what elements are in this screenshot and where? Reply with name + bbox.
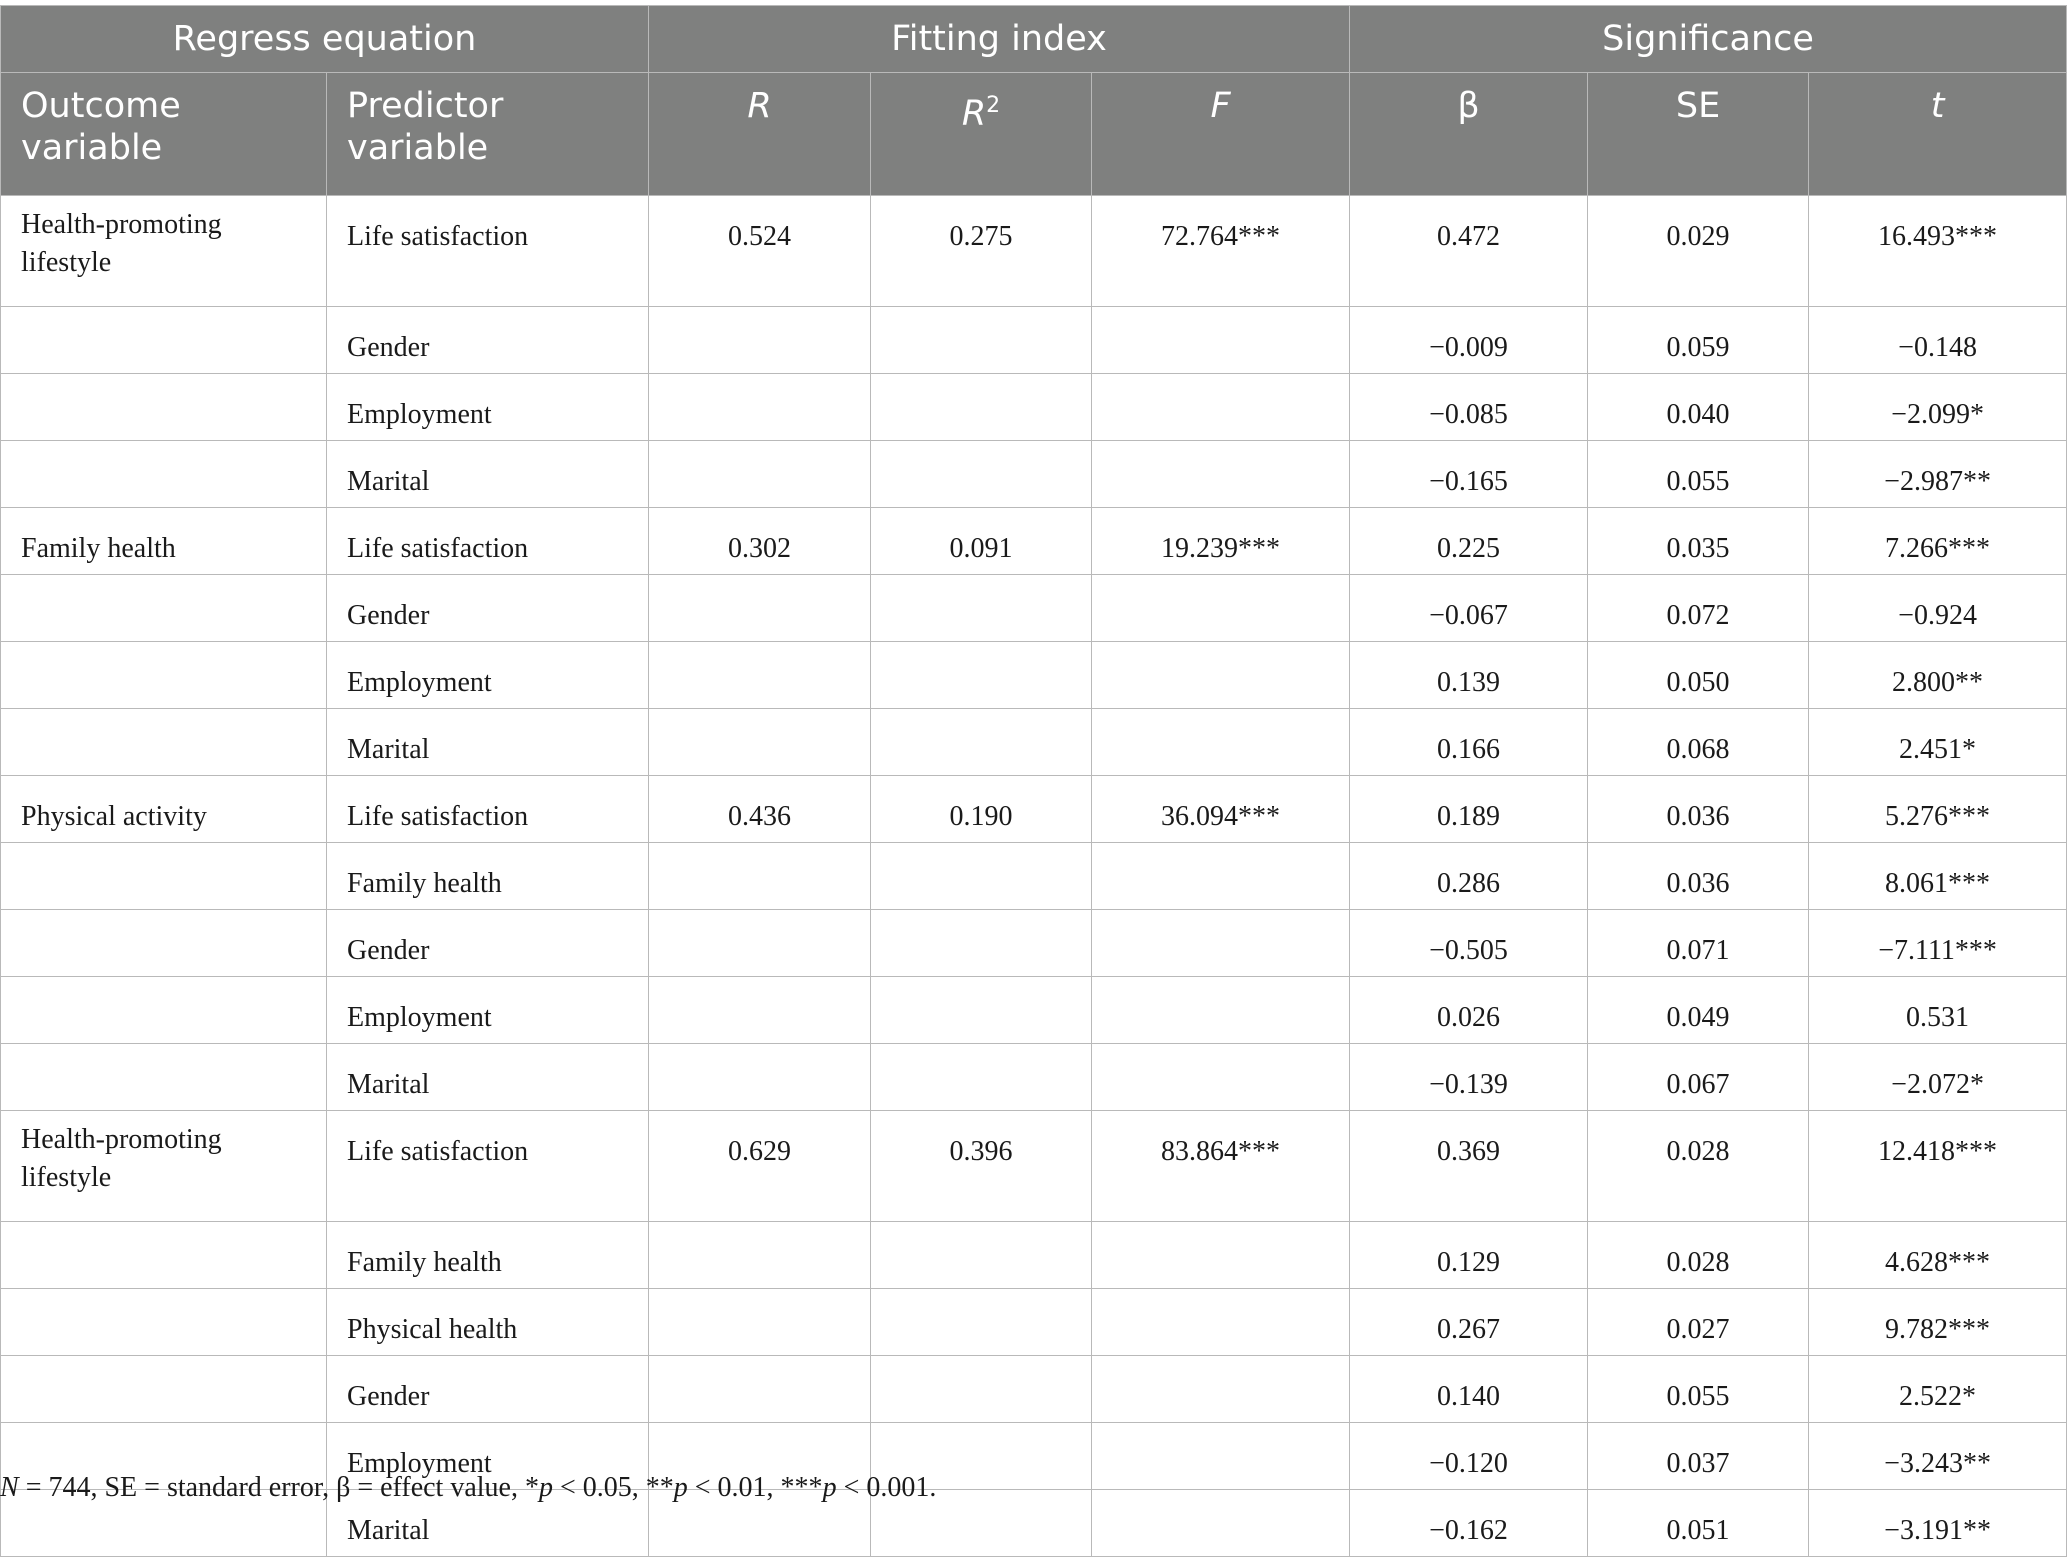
table-footnote [0, 1472, 936, 1504]
cell-se: 0.037 [1588, 1423, 1809, 1490]
cell-f [1092, 642, 1350, 709]
cell-se: 0.059 [1588, 307, 1809, 374]
table-row [1, 843, 2067, 910]
cell-outcome [1, 843, 327, 910]
cell-r2 [871, 374, 1092, 441]
footnote-n-text: = 744, SE = standard error, β = effect value, * [18, 1472, 539, 1503]
cell-beta: −0.085 [1350, 374, 1588, 441]
cell-outcome: Physical activity [1, 776, 327, 843]
cell-beta: 0.026 [1350, 977, 1588, 1044]
cell-r2 [871, 642, 1092, 709]
cell-r2 [871, 977, 1092, 1044]
cell-beta: 0.472 [1350, 196, 1588, 307]
cell-se: 0.068 [1588, 709, 1809, 776]
cell-beta: 0.369 [1350, 1111, 1588, 1222]
group-header-regress-equation: Regress equation [1, 6, 649, 73]
cell-se: 0.050 [1588, 642, 1809, 709]
cell-r [649, 910, 871, 977]
cell-t: 12.418*** [1809, 1111, 2067, 1222]
cell-predictor: Marital [327, 1044, 649, 1111]
cell-beta: −0.505 [1350, 910, 1588, 977]
cell-r2: 0.275 [871, 196, 1092, 307]
cell-f [1092, 910, 1350, 977]
cell-t: −7.111*** [1809, 910, 2067, 977]
cell-r: 0.629 [649, 1111, 871, 1222]
header-column-row [1, 73, 2067, 196]
cell-beta: 0.225 [1350, 508, 1588, 575]
cell-se: 0.055 [1588, 1356, 1809, 1423]
cell-t: 0.531 [1809, 977, 2067, 1044]
cell-t: 2.522* [1809, 1356, 2067, 1423]
cell-outcome [1, 575, 327, 642]
cell-t: 5.276*** [1809, 776, 2067, 843]
cell-r [649, 1044, 871, 1111]
cell-r: 0.436 [649, 776, 871, 843]
cell-predictor: Marital [327, 441, 649, 508]
cell-r2: 0.396 [871, 1111, 1092, 1222]
cell-beta: −0.139 [1350, 1044, 1588, 1111]
cell-f [1092, 1423, 1350, 1490]
cell-r: 0.524 [649, 196, 871, 307]
cell-se: 0.027 [1588, 1289, 1809, 1356]
cell-predictor: Life satisfaction [327, 776, 649, 843]
cell-beta: −0.120 [1350, 1423, 1588, 1490]
cell-predictor: Gender [327, 575, 649, 642]
cell-f: 72.764*** [1092, 196, 1350, 307]
cell-se: 0.051 [1588, 1490, 1809, 1557]
cell-f: 83.864*** [1092, 1111, 1350, 1222]
cell-outcome: Health-promoting lifestyle [1, 1111, 327, 1222]
cell-se: 0.072 [1588, 575, 1809, 642]
cell-f [1092, 1222, 1350, 1289]
cell-r2 [871, 307, 1092, 374]
cell-f [1092, 575, 1350, 642]
cell-f [1092, 977, 1350, 1044]
footnote-p3-symbol: p [822, 1472, 837, 1503]
cell-beta: 0.129 [1350, 1222, 1588, 1289]
footnote-p1-text: < 0.05, ** [552, 1472, 674, 1503]
cell-r2 [871, 1222, 1092, 1289]
cell-t: −0.148 [1809, 307, 2067, 374]
table-row [1, 1111, 2067, 1222]
cell-r [649, 441, 871, 508]
cell-predictor: Marital [327, 709, 649, 776]
cell-t: −2.099* [1809, 374, 2067, 441]
cell-beta: 0.189 [1350, 776, 1588, 843]
cell-r2 [871, 575, 1092, 642]
cell-predictor: Family health [327, 843, 649, 910]
table-row [1, 508, 2067, 575]
header-group-row [1, 6, 2067, 73]
cell-r [649, 374, 871, 441]
cell-f [1092, 374, 1350, 441]
cell-se: 0.028 [1588, 1111, 1809, 1222]
cell-predictor: Life satisfaction [327, 1111, 649, 1222]
col-header-r [649, 73, 871, 196]
cell-f [1092, 843, 1350, 910]
cell-r [649, 843, 871, 910]
cell-f [1092, 441, 1350, 508]
cell-r2 [871, 1356, 1092, 1423]
col-header-se: SE [1588, 73, 1809, 196]
cell-t: 8.061*** [1809, 843, 2067, 910]
cell-r [649, 575, 871, 642]
table-row [1, 374, 2067, 441]
cell-outcome [1, 1044, 327, 1111]
cell-f [1092, 1044, 1350, 1111]
cell-f [1092, 1289, 1350, 1356]
cell-r [649, 709, 871, 776]
col-header-t-label: t [1930, 86, 1945, 126]
cell-r [649, 1356, 871, 1423]
cell-outcome [1, 977, 327, 1044]
cell-outcome [1, 642, 327, 709]
cell-se: 0.035 [1588, 508, 1809, 575]
cell-predictor: Gender [327, 910, 649, 977]
cell-beta: −0.162 [1350, 1490, 1588, 1557]
cell-r2: 0.091 [871, 508, 1092, 575]
cell-beta: −0.165 [1350, 441, 1588, 508]
table-row [1, 441, 2067, 508]
footnote-n-symbol: N [0, 1472, 19, 1503]
cell-beta: 0.140 [1350, 1356, 1588, 1423]
cell-predictor: Employment [327, 1423, 649, 1490]
table-row [1, 307, 2067, 374]
cell-r2 [871, 1044, 1092, 1111]
cell-predictor: Life satisfaction [327, 196, 649, 307]
table-row [1, 709, 2067, 776]
cell-se: 0.029 [1588, 196, 1809, 307]
col-header-r2 [871, 73, 1092, 196]
cell-predictor: Employment [327, 642, 649, 709]
cell-r [649, 1289, 871, 1356]
group-header-fitting-index: Fitting index [649, 6, 1350, 73]
cell-outcome: Family health [1, 508, 327, 575]
col-header-r2-sup: 2 [986, 93, 1001, 118]
cell-t: 7.266*** [1809, 508, 2067, 575]
cell-r [649, 642, 871, 709]
cell-r2 [871, 910, 1092, 977]
cell-f [1092, 307, 1350, 374]
cell-beta: 0.267 [1350, 1289, 1588, 1356]
col-header-r2-label: R [961, 93, 987, 134]
cell-se: 0.071 [1588, 910, 1809, 977]
table-row [1, 910, 2067, 977]
col-header-t [1809, 73, 2067, 196]
cell-se: 0.049 [1588, 977, 1809, 1044]
cell-predictor: Gender [327, 1356, 649, 1423]
table-row [1, 1222, 2067, 1289]
cell-t: −2.987** [1809, 441, 2067, 508]
col-header-f-label: F [1210, 86, 1231, 126]
cell-f: 19.239*** [1092, 508, 1350, 575]
col-header-r-label: R [747, 86, 772, 126]
cell-predictor: Employment [327, 374, 649, 441]
cell-beta: 0.139 [1350, 642, 1588, 709]
cell-outcome [1, 1356, 327, 1423]
cell-t: −0.924 [1809, 575, 2067, 642]
footnote-p1-symbol: p [538, 1472, 553, 1503]
cell-t: 4.628*** [1809, 1222, 2067, 1289]
cell-f: 36.094*** [1092, 776, 1350, 843]
regression-table [0, 5, 2067, 1557]
cell-f [1092, 1490, 1350, 1557]
cell-r2 [871, 1289, 1092, 1356]
footnote-p2-text: < 0.01, *** [687, 1472, 823, 1503]
cell-f [1092, 1356, 1350, 1423]
cell-se: 0.055 [1588, 441, 1809, 508]
cell-outcome [1, 709, 327, 776]
cell-beta: 0.286 [1350, 843, 1588, 910]
table-row [1, 776, 2067, 843]
cell-r2 [871, 709, 1092, 776]
cell-r2 [871, 843, 1092, 910]
cell-se: 0.036 [1588, 843, 1809, 910]
footnote-p2-symbol: p [673, 1472, 688, 1503]
table-row [1, 1044, 2067, 1111]
table-row [1, 575, 2067, 642]
cell-se: 0.067 [1588, 1044, 1809, 1111]
table-row [1, 1356, 2067, 1423]
cell-r [649, 1222, 871, 1289]
table-row [1, 642, 2067, 709]
cell-beta: −0.067 [1350, 575, 1588, 642]
cell-outcome: Health-promoting lifestyle [1, 196, 327, 307]
cell-t: 2.451* [1809, 709, 2067, 776]
cell-outcome [1, 307, 327, 374]
cell-t: 9.782*** [1809, 1289, 2067, 1356]
cell-outcome [1, 1222, 327, 1289]
group-header-significance: Significance [1350, 6, 2067, 73]
cell-r2: 0.190 [871, 776, 1092, 843]
cell-se: 0.028 [1588, 1222, 1809, 1289]
cell-outcome [1, 441, 327, 508]
cell-r: 0.302 [649, 508, 871, 575]
cell-beta: −0.009 [1350, 307, 1588, 374]
cell-r2 [871, 441, 1092, 508]
col-header-predictor: Predictor variable [327, 73, 649, 196]
table-body [1, 196, 2067, 1557]
cell-f [1092, 709, 1350, 776]
cell-beta: 0.166 [1350, 709, 1588, 776]
cell-outcome [1, 374, 327, 441]
cell-predictor: Gender [327, 307, 649, 374]
table-row [1, 977, 2067, 1044]
cell-t: −3.243** [1809, 1423, 2067, 1490]
cell-se: 0.040 [1588, 374, 1809, 441]
col-header-beta: β [1350, 73, 1588, 196]
table-row [1, 196, 2067, 307]
cell-outcome [1, 1289, 327, 1356]
cell-r [649, 977, 871, 1044]
footnote-p3-text: < 0.001. [836, 1472, 937, 1503]
col-header-outcome: Outcome variable [1, 73, 327, 196]
cell-predictor: Family health [327, 1222, 649, 1289]
cell-se: 0.036 [1588, 776, 1809, 843]
cell-t: −3.191** [1809, 1490, 2067, 1557]
cell-r [649, 307, 871, 374]
table-row [1, 1289, 2067, 1356]
cell-predictor: Marital [327, 1490, 649, 1557]
cell-predictor: Physical health [327, 1289, 649, 1356]
col-header-f [1092, 73, 1350, 196]
cell-t: 2.800** [1809, 642, 2067, 709]
cell-t: 16.493*** [1809, 196, 2067, 307]
cell-predictor: Employment [327, 977, 649, 1044]
cell-t: −2.072* [1809, 1044, 2067, 1111]
cell-outcome [1, 910, 327, 977]
cell-predictor: Life satisfaction [327, 508, 649, 575]
